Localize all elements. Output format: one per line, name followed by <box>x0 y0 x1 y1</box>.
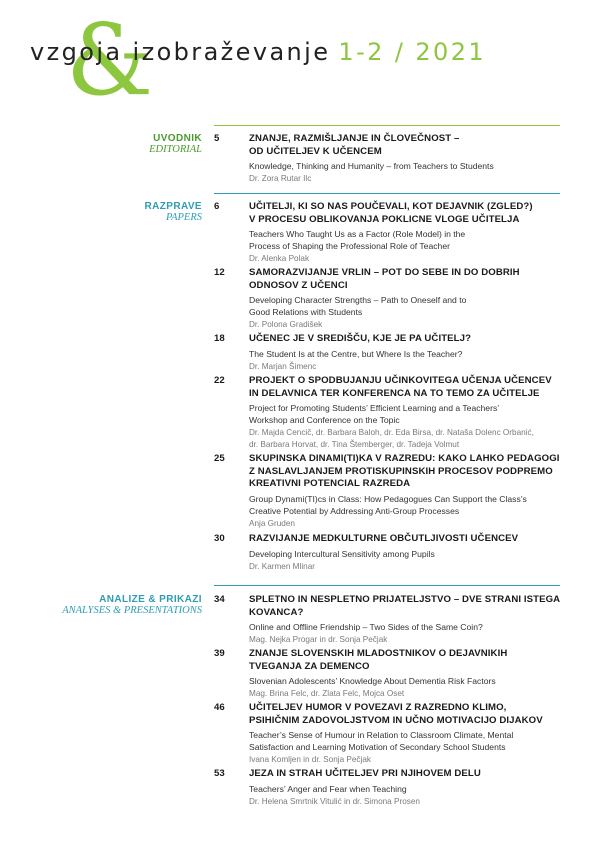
section-label-analyses <box>40 594 202 616</box>
page-number: 12 <box>214 267 225 278</box>
toc-entry[interactable] <box>214 533 564 572</box>
entry-title: SKUPINSKA DINAMI(TI)KA V RAZREDU: KAKO LAHKO PEDAGOGI Z NASLAVLJANJEM PROTISKUPINSKIH PROCESOV PODPREMO KREATIVNI POTENCIAL RAZREDA <box>249 453 560 489</box>
toc-entry[interactable] <box>214 201 564 265</box>
section-title: RAZPRAVE <box>144 201 202 212</box>
entry-authors: Anja Gruden <box>249 518 295 528</box>
section-label-editorial <box>60 133 202 155</box>
journal-name: vzgoja izobraževanje <box>30 38 331 66</box>
page-number: 18 <box>214 333 225 344</box>
entry-title: PROJEKT O SPODBUJANJU UČINKOVITEGA UČENJA UČENCEV IN DELAVNICA TER KONFERENCA NA TO TEMO ZA UČITELJE <box>249 375 552 399</box>
entry-title: UČENEC JE V SREDIŠČU, KJE JE PA UČITELJ? <box>249 333 472 344</box>
journal-title <box>30 38 486 66</box>
entry-authors: Mag. Nejka Progar in dr. Sonja Pečjak <box>249 635 388 644</box>
entry-english-title: Knowledge, Thinking and Humanity – from Teachers to Students <box>249 161 494 171</box>
entry-title: ZNANJE SLOVENSKIH MLADOSTNIKOV O DEJAVNIKIH TVEGANJA ZA DEMENCO <box>249 648 508 672</box>
page-number: 5 <box>214 133 220 144</box>
entry-english-title: Developing Character Strengths – Path to Oneself and to Good Relations with Students <box>249 295 467 317</box>
entry-title: UČITELJI, KI SO NAS POUČEVALI, KOT DEJAVNIK (ZGLED?) V PROCESU OBLIKOVANJA POKLICNE VLOGE UČITELJA <box>249 201 533 225</box>
page-number: 39 <box>214 648 225 659</box>
toc-entry[interactable] <box>214 453 564 529</box>
entry-english-title: Online and Offline Friendship – Two Sides of the Same Coin? <box>249 622 483 632</box>
entry-authors: Dr. Majda Cencič, dr. Barbara Baloh, dr. Eda Birsa, dr. Nataša Dolenc Orbanić, dr. Barbara Horvat, dr. Tina Štemberger, dr. Tadeja Volmut <box>249 428 534 449</box>
toc-entry[interactable] <box>214 133 564 185</box>
entry-title: ZNANJE, RAZMIŠLJANJE IN ČLOVEČNOST – OD UČITELJEV K UČENCEM <box>249 133 460 157</box>
page-number: 30 <box>214 533 225 544</box>
entry-authors: Mag. Brina Felc, dr. Zlata Felc, Mojca Oset <box>249 689 405 698</box>
entry-english-title: Teachers Who Taught Us as a Factor (Role Model) in the Process of Shaping the Professional Role of Teacher <box>249 229 466 251</box>
entry-title: SPLETNO IN NESPLETNO PRIJATELJSTVO – DVE STRANI ISTEGA KOVANCA? <box>249 594 561 618</box>
entry-english-title: Developing Intercultural Sensitivity among Pupils <box>249 548 435 559</box>
section-title: ANALIZE & PRIKAZI <box>99 594 202 605</box>
entry-authors: Ivana Komljen in dr. Sonja Pečjak <box>249 755 371 764</box>
entry-authors: Dr. Karmen Mlinar <box>249 561 315 571</box>
entry-english-title: Project for Promoting Students’ Efficient Learning and a Teachers’ Workshop and Conference on the Topic <box>249 403 500 425</box>
entry-english-title: Slovenian Adolescents’ Knowledge About Dementia Risk Factors <box>249 676 496 686</box>
section-divider <box>214 193 560 194</box>
entry-authors: Dr. Polona Gradišek <box>249 320 323 329</box>
ampersand-logo: & <box>66 4 154 118</box>
section-divider <box>214 585 560 586</box>
entry-title: JEZA IN STRAH UČITELJEV PRI NJIHOVEM DELU <box>249 768 481 779</box>
section-label-papers <box>60 201 202 223</box>
page-number: 53 <box>214 768 225 779</box>
masthead <box>0 0 600 140</box>
page-number: 34 <box>214 594 225 605</box>
section-subtitle: ANALYSES & PRESENTATIONS <box>62 605 202 616</box>
entry-english-title: Teacher’s Sense of Humour in Relation to Classroom Climate, Mental Satisfaction and Learning Motivation of Secondary School Students <box>249 730 514 752</box>
entry-english-title: The Student Is at the Centre, but Where Is the Teacher? <box>249 348 463 359</box>
entry-title: UČITELJEV HUMOR V POVEZAVI Z RAZREDNO KLIMO, PSIHIČNIM ZADOVOLJSTVOM IN UČNO MOTIVACIJO DIJAKOV <box>249 702 543 726</box>
section-divider <box>214 125 560 126</box>
page-number: 6 <box>214 201 220 212</box>
entry-authors: Dr. Alenka Polak <box>249 254 310 263</box>
section-subtitle: PAPERS <box>166 212 202 223</box>
page-number: 25 <box>214 453 225 464</box>
section-subtitle: EDITORIAL <box>149 144 202 155</box>
entry-title: RAZVIJANJE MEDKULTURNE OBČUTLJIVOSTI UČENCEV <box>249 533 519 544</box>
entry-authors: Dr. Marjan Šimenc <box>249 361 317 371</box>
toc-entry[interactable] <box>214 648 564 700</box>
page-number: 22 <box>214 375 225 386</box>
toc-entry[interactable] <box>214 768 564 807</box>
entry-authors: Dr. Zora Rutar Ilc <box>249 174 312 183</box>
section-title: UVODNIK <box>153 133 202 144</box>
entry-english-title: Teachers’ Anger and Fear when Teaching <box>249 783 407 794</box>
entry-english-title: Group Dynami(TI)cs in Class: How Pedagogues Can Support the Class’s Creative Potential by Addressing Anti-Group Processes <box>249 493 527 516</box>
toc-entry[interactable] <box>214 267 564 331</box>
page-number: 46 <box>214 702 225 713</box>
toc-entry[interactable] <box>214 333 564 372</box>
issue-number: 1-2 / 2021 <box>338 38 487 66</box>
toc-entry[interactable] <box>214 702 564 766</box>
entry-title: SAMORAZVIJANJE VRLIN – POT DO SEBE IN DO DOBRIH ODNOSOV Z UČENCI <box>249 267 520 291</box>
entry-authors: Dr. Helena Smrtnik Vitulić in dr. Simona Prosen <box>249 796 420 806</box>
toc-entry[interactable] <box>214 375 564 450</box>
toc-entry[interactable] <box>214 594 564 646</box>
